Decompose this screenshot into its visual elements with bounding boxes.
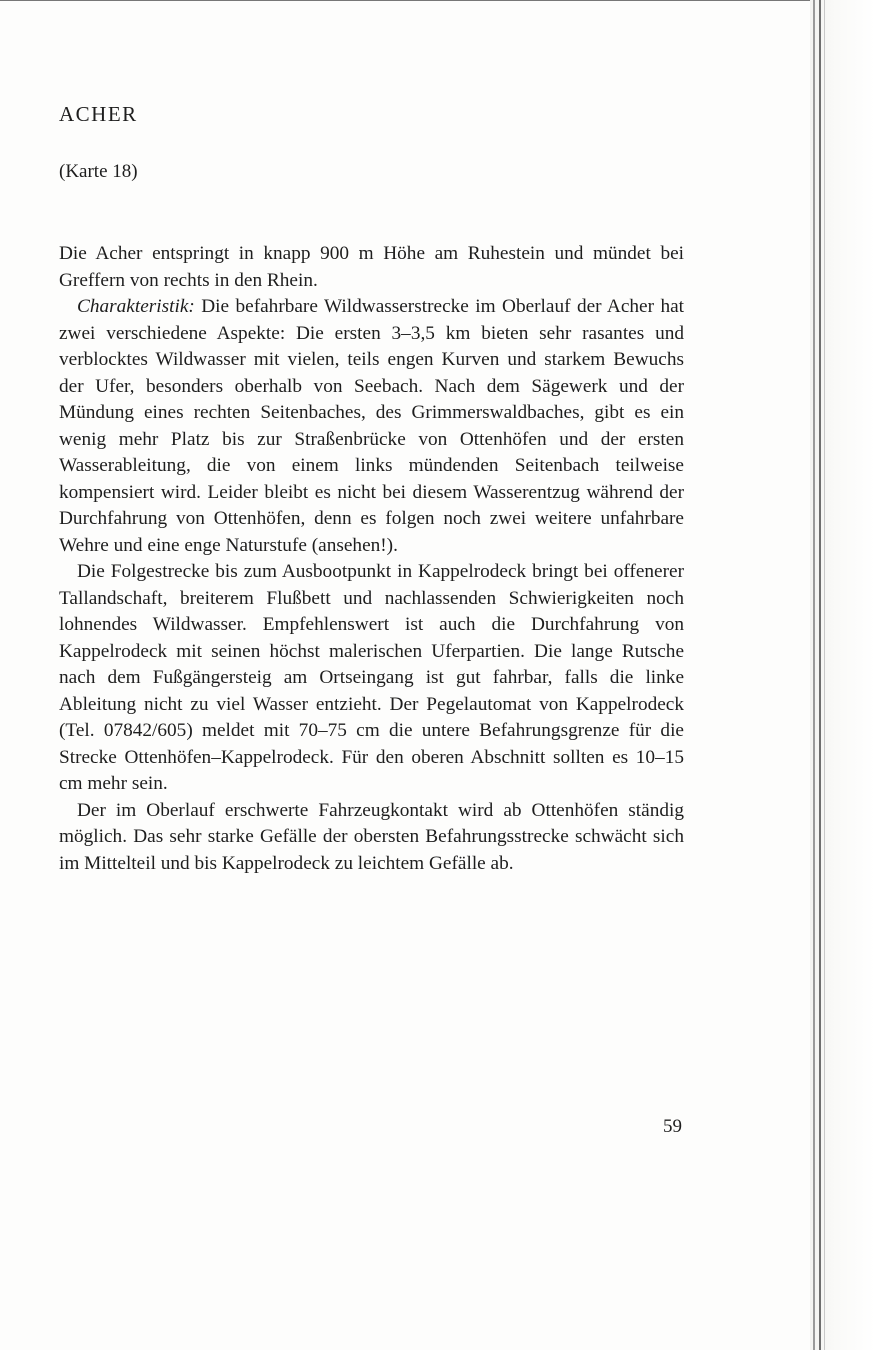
chapter-title: ACHER xyxy=(59,102,138,126)
gutter-line xyxy=(824,0,825,1350)
gutter-line xyxy=(813,0,815,1350)
paragraph-gradient xyxy=(59,798,684,878)
paragraph-intro xyxy=(59,241,684,294)
paragraph-gradient-text: Der im Oberlauf erschwerte Fahrzeugkontakt wird ab Ottenhöfen ständig möglich. Das sehr starke Gefälle der obersten Befahrungsstrecke schwächt sich im Mittelteil und bis Kappelrodeck zu leichtem Gefälle ab. xyxy=(59,799,684,874)
paragraph-lower-section xyxy=(59,559,684,798)
gutter-line xyxy=(819,0,821,1350)
paragraph-characteristics xyxy=(59,294,684,559)
characteristics-lead-term: Charakteristik: xyxy=(77,296,195,317)
top-edge-rule xyxy=(0,0,820,1)
paragraph-intro-text: Die Acher entspringt in knapp 900 m Höhe am Ruhestein und mündet bei Greffern von rechts in den Rhein. xyxy=(59,243,684,291)
body-text xyxy=(59,241,684,877)
paragraph-characteristics-text: Die befahrbare Wildwasserstrecke im Oberlauf der Acher hat zwei verschiedene Aspekte: Die ersten 3–3,5 km bieten sehr rasantes und verblocktes Wildwasser mit vielen, teils engen Kurven und starkem Bewuchs der Ufer, besonders oberhalb von Seebach. Nach dem Sägewerk und der Mündung eines rechten Seitenbaches, des Grimmerswaldbaches, gibt es ein wenig mehr Platz bis zur Straßenbrücke von Ottenhöfen und der ersten Wasserableitung, die von einem links mündenden Seitenbach teilweise kompensiert wird. Leider bleibt es nicht bei diesem Wasserentzug während der Durchfahrung von Ottenhöfen, denn es folgen noch zwei weitere unfahrbare Wehre und eine enge Naturstufe (ansehen!). xyxy=(59,296,684,556)
paragraph-lower-section-text: Die Folgestrecke bis zum Ausbootpunkt in Kappelrodeck bringt bei offenerer Tallandschaft, breiterem Flußbett und nachlassenden Schwierigkeiten noch lohnendes Wildwasser. Empfehlenswert ist auch die Durchfahrung von Kappelrodeck mit seinen höchst malerischen Uferpartien. Die lange Rutsche nach dem Fußgängersteig am Ortseingang ist gut fahrbar, falls die linke Ableitung nicht zu viel Wasser entzieht. Der Pegelautomat von Kappelrodeck (Tel. 07842/605) meldet mit 70–75 cm die untere Befahrungsgrenze für die Strecke Ottenhöfen–Kappelrodeck. Für den oberen Abschnitt sollten es 10–15 cm mehr sein. xyxy=(59,561,684,794)
page-number: 59 xyxy=(663,1116,682,1137)
map-reference: (Karte 18) xyxy=(59,161,138,182)
